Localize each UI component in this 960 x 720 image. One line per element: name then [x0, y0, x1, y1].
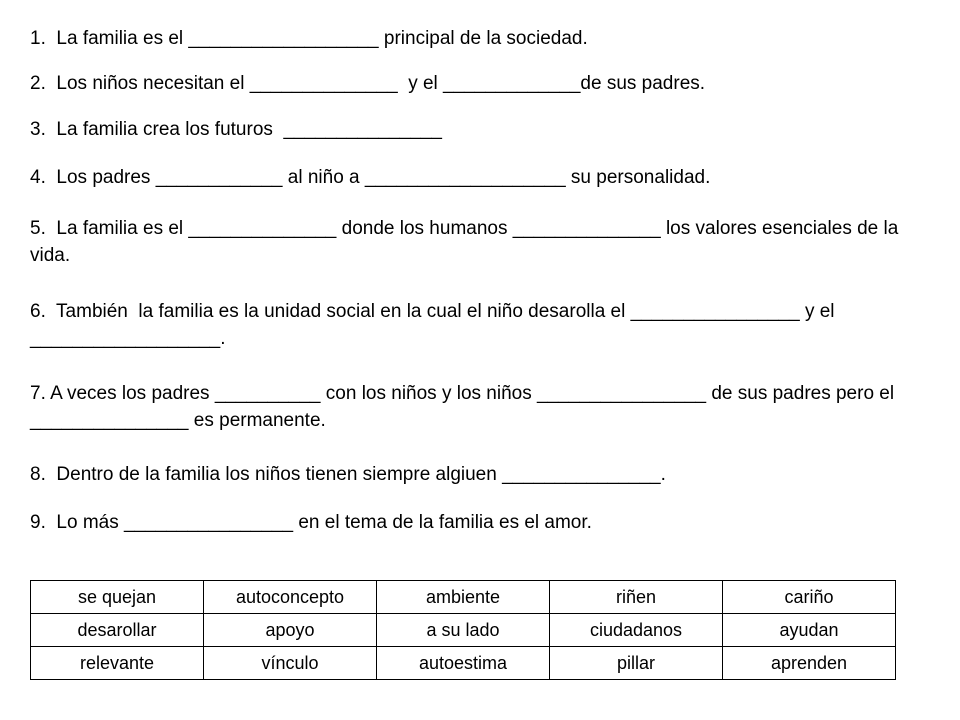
word-bank-cell: ambiente	[377, 581, 550, 614]
sentence-7: 7. A veces los padres __________ con los niños y los niños ________________ de sus padres pero el _______________ es permanente.	[30, 383, 900, 431]
word-bank-cell: aprenden	[723, 647, 896, 680]
sentence-2: 2. Los niños necesitan el ______________ y el _____________de sus padres.	[30, 73, 706, 94]
word-bank-cell: autoestima	[377, 647, 550, 680]
sentence-5: 5. La familia es el ______________ donde los humanos ______________ los valores esenciales de la vida.	[30, 218, 904, 266]
word-bank-cell: riñen	[550, 581, 723, 614]
word-bank-cell: se quejan	[31, 581, 204, 614]
sentence-9: 9. Lo más ________________ en el tema de la familia es el amor.	[30, 512, 592, 533]
word-bank-row	[31, 647, 896, 680]
word-bank-cell: autoconcepto	[204, 581, 377, 614]
word-bank-cell: vínculo	[204, 647, 377, 680]
word-bank-cell: a su lado	[377, 614, 550, 647]
word-bank-table	[30, 580, 896, 680]
word-bank-cell: relevante	[31, 647, 204, 680]
sentence-8: 8. Dentro de la familia los niños tienen siempre algiuen _______________.	[30, 464, 666, 485]
sentence-4: 4. Los padres ____________ al niño a ___________________ su personalidad.	[30, 167, 711, 188]
word-bank-cell: ayudan	[723, 614, 896, 647]
word-bank-cell: ciudadanos	[550, 614, 723, 647]
sentence-3: 3. La familia crea los futuros _______________	[30, 119, 442, 140]
word-bank-cell: pillar	[550, 647, 723, 680]
word-bank-row	[31, 581, 896, 614]
word-bank-cell: apoyo	[204, 614, 377, 647]
sentence-1: 1. La familia es el __________________ principal de la sociedad.	[30, 28, 588, 49]
word-bank-row	[31, 614, 896, 647]
sentence-6: 6. También la familia es la unidad social en la cual el niño desarolla el ________________ y el __________________.	[30, 301, 840, 349]
word-bank-cell: cariño	[723, 581, 896, 614]
word-bank-cell: desarollar	[31, 614, 204, 647]
